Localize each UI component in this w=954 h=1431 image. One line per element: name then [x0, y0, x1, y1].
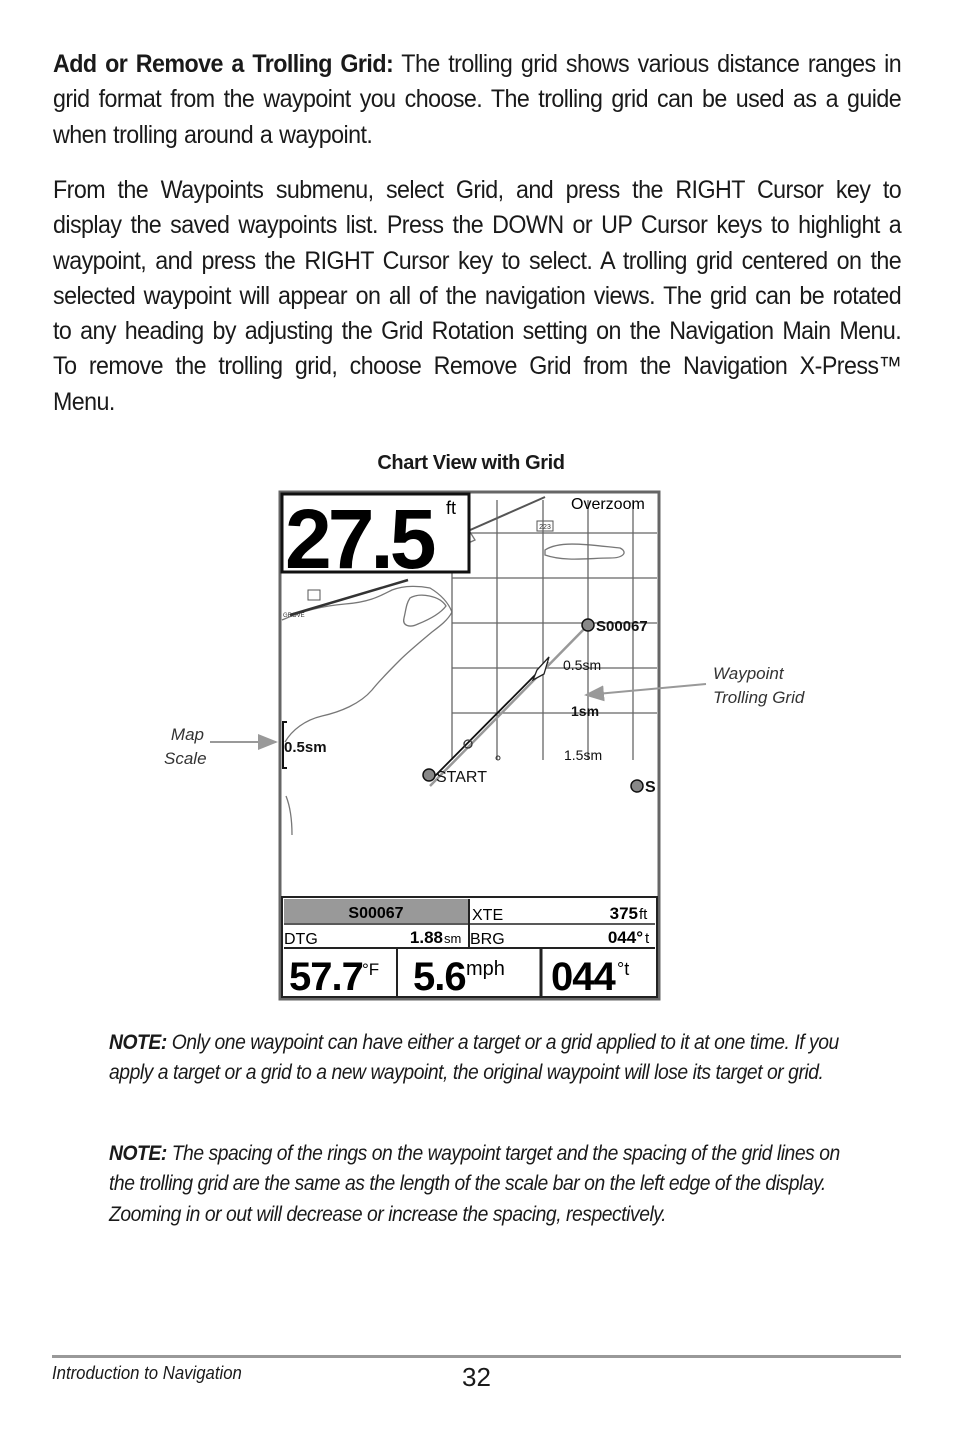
xte-label: XTE [472, 907, 504, 924]
map-scale-annotation: Map Scale [164, 725, 207, 768]
depth-value: 27.5 [285, 492, 433, 586]
brg-label: BRG [470, 931, 505, 948]
waypoint-label-partial: S [645, 779, 656, 796]
intro-text: The trolling grid shows various distance ranges in grid format from the waypoint you choose. The trolling grid can be used as a guide when trolling around a waypoint. [53, 50, 902, 149]
nav-waypoint-name: S00067 [348, 905, 404, 922]
overzoom-status: Overzoom [571, 496, 645, 513]
note-label: NOTE: [109, 1031, 167, 1054]
depth-unit: ft [446, 498, 457, 518]
footer-divider [52, 1355, 901, 1358]
water-temp-unit: °F [362, 960, 380, 979]
start-waypoint-icon [423, 769, 435, 781]
dtg-label: DTG [284, 931, 318, 948]
grid-label-one-half-mile: 1.5sm [564, 747, 603, 763]
waypoint-icon [582, 619, 594, 631]
dtg-value: 1.88 [409, 928, 443, 947]
map-scale-label: 0.5sm [284, 739, 327, 756]
waypoint-icon [631, 780, 643, 792]
xte-unit: ft [639, 906, 648, 923]
brg-value: 044° [607, 928, 643, 947]
grid-label-one-mile: 1sm [571, 703, 600, 719]
instructions-paragraph: From the Waypoints submenu, select Grid, and press the RIGHT Cursor key to display the saved waypoints list. Press the DOWN or UP Cursor keys to highlight a waypoint, and press the RIGHT Cursor key to select. A trolling grid centered on the selected waypoint will appear on all of the navigation views. The grid can be rotated to any heading by adjusting the Grid Rotation setting on the Navigation Main Menu. To remove the trolling grid, choose Remove Grid from the Navigation X-Press™ Menu. [53, 176, 902, 416]
speed-unit: mph [466, 958, 505, 980]
note-text: The spacing of the rings on the waypoint target and the spacing of the grid lines on the trolling grid are the same as the length of the scale bar on the left edge of the display. Zooming in or out will decrease or increase the spacing, respectively. [109, 1142, 840, 1226]
heading-unit: °t [617, 959, 630, 979]
footer-section-title: Introduction to Navigation [52, 1363, 242, 1383]
speed-value: 5.6 [413, 955, 466, 999]
xte-value: 375 [609, 904, 638, 923]
note-text: Only one waypoint can have either a target or a grid applied to it at one time. If you apply a target or a grid to a new waypoint, the original waypoint will lose its target or grid. [109, 1031, 839, 1085]
note-one [109, 1028, 845, 1089]
grid-label-half-mile: 0.5sm [563, 657, 602, 673]
dtg-unit: sm [444, 931, 462, 946]
page-number: 32 [462, 1362, 491, 1392]
road-shield-icon [308, 590, 320, 600]
waypoint-label: S00067 [596, 618, 648, 635]
section-heading: Add or Remove a Trolling Grid: [53, 50, 394, 78]
town-label: GROVE [283, 613, 305, 619]
road-marker-label: 223 [539, 524, 551, 531]
water-temp-value: 57.7 [289, 955, 363, 999]
trolling-grid-annotation: Waypoint Trolling Grid [713, 664, 805, 707]
note-two [109, 1139, 845, 1230]
note-label: NOTE: [109, 1142, 167, 1165]
start-label: START [436, 769, 487, 786]
figure-caption: Chart View with Grid [377, 452, 565, 474]
heading-value: 044 [551, 955, 615, 999]
brg-unit: t [645, 930, 650, 947]
